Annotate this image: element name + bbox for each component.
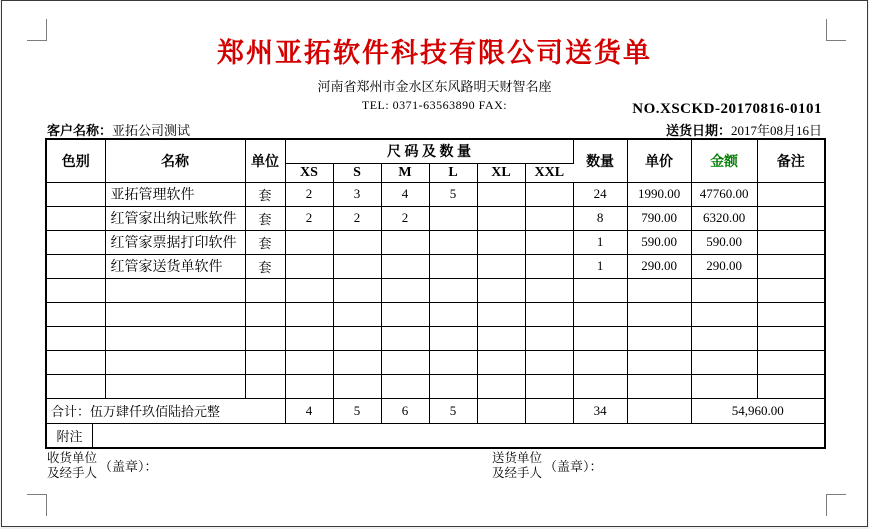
cell-size-m — [381, 278, 429, 302]
total-row — [47, 398, 824, 423]
cell-size-xs: 2 — [285, 182, 333, 206]
col-header-color: 色别 — [47, 140, 105, 182]
cell-size-xxl — [525, 326, 573, 350]
cell-unit: 套 — [245, 182, 285, 206]
cell-unit — [245, 326, 285, 350]
col-header-size-xxl: XXL — [525, 163, 573, 182]
cell-amount — [691, 278, 757, 302]
col-header-size-qty: 尺 码 及 数 量 — [285, 140, 573, 163]
cell-size-s: 2 — [333, 206, 381, 230]
cell-size-xl — [477, 278, 525, 302]
cell-amount: 590.00 — [691, 230, 757, 254]
cell-qty — [573, 278, 627, 302]
cell-size-xxl — [525, 230, 573, 254]
cell-unit — [245, 302, 285, 326]
cell-amount: 47760.00 — [691, 182, 757, 206]
cell-remark — [757, 182, 824, 206]
cell-size-s: 3 — [333, 182, 381, 206]
cell-size-l: 5 — [429, 182, 477, 206]
cell-size-xxl — [525, 182, 573, 206]
cell-price: 290.00 — [627, 254, 691, 278]
cell-size-xxl — [525, 374, 573, 398]
cell-price — [627, 350, 691, 374]
cell-remark — [757, 350, 824, 374]
cell-qty: 8 — [573, 206, 627, 230]
info-line — [47, 120, 822, 139]
cell-color — [47, 326, 105, 350]
cell-color — [47, 374, 105, 398]
cell-size-xl — [477, 374, 525, 398]
delivery-date-field — [666, 120, 822, 139]
cell-qty: 24 — [573, 182, 627, 206]
table-row — [47, 326, 824, 350]
receiver-handler-label: 及经手人 — [47, 465, 98, 480]
total-amount: 54,960.00 — [731, 402, 784, 418]
cell-price — [627, 374, 691, 398]
cell-unit: 套 — [245, 206, 285, 230]
col-header-remark: 备注 — [757, 140, 824, 182]
sender-signature-block — [492, 451, 603, 481]
table-row — [47, 206, 824, 230]
cell-size-l — [429, 326, 477, 350]
delivery-date-label: 送货日期： — [665, 123, 731, 138]
cell-size-m — [381, 350, 429, 374]
table-row — [47, 350, 824, 374]
cell-name — [105, 350, 245, 374]
cell-unit — [245, 374, 285, 398]
cell-color — [47, 230, 105, 254]
col-header-size-xs: XS — [285, 163, 333, 182]
cell-unit — [245, 278, 285, 302]
cell-size-xxl — [525, 254, 573, 278]
table-row — [47, 374, 824, 398]
cell-size-xxl — [525, 278, 573, 302]
cell-qty — [573, 302, 627, 326]
total-qty: 34 — [573, 398, 627, 423]
customer-field — [47, 120, 190, 139]
cell-size-xs — [285, 278, 333, 302]
cell-price: 790.00 — [627, 206, 691, 230]
cell-remark — [757, 230, 824, 254]
cell-remark — [757, 254, 824, 278]
col-header-size-s: S — [333, 163, 381, 182]
col-header-size-m: M — [381, 163, 429, 182]
total-size-xl — [477, 398, 525, 423]
cell-size-xs: 2 — [285, 206, 333, 230]
delivery-table — [45, 138, 826, 449]
note-row — [47, 423, 824, 447]
delivery-date-value: 2017年08月16日 — [730, 123, 822, 138]
col-header-size-l: L — [429, 163, 477, 182]
cell-size-l — [429, 254, 477, 278]
cell-size-xs — [285, 374, 333, 398]
col-header-qty: 数量 — [573, 140, 627, 182]
cell-qty: 1 — [573, 254, 627, 278]
cell-size-m: 2 — [381, 206, 429, 230]
page-title: 郑州亚拓软件科技有限公司送货单 — [217, 38, 652, 68]
table-body — [47, 182, 824, 398]
customer-label: 客户名称： — [47, 123, 113, 138]
cell-size-s — [333, 254, 381, 278]
cell-color — [47, 278, 105, 302]
cell-size-s — [333, 302, 381, 326]
cell-price — [627, 278, 691, 302]
cell-size-l — [429, 350, 477, 374]
cell-size-s — [333, 230, 381, 254]
cell-size-l — [429, 302, 477, 326]
cell-unit: 套 — [245, 254, 285, 278]
cell-color — [47, 182, 105, 206]
col-header-price: 单价 — [627, 140, 691, 182]
cell-size-l — [429, 374, 477, 398]
cell-name — [105, 278, 245, 302]
sender-seal-label: （盖章）： — [544, 459, 603, 475]
cell-size-xxl — [525, 350, 573, 374]
cell-size-xs — [285, 350, 333, 374]
cell-name: 亚拓管理软件 — [105, 182, 245, 206]
cell-remark — [757, 206, 824, 230]
cell-size-xl — [477, 302, 525, 326]
cell-name: 红管家票据打印软件 — [105, 230, 245, 254]
cell-size-s — [333, 326, 381, 350]
cell-size-m: 4 — [381, 182, 429, 206]
cell-size-l — [429, 206, 477, 230]
table-row — [47, 182, 824, 206]
cell-size-xs — [285, 326, 333, 350]
cell-size-s — [333, 374, 381, 398]
sender-unit-label: 送货单位 — [492, 451, 543, 465]
col-header-name: 名称 — [105, 140, 245, 182]
cell-size-xl — [477, 230, 525, 254]
cell-size-xl — [477, 326, 525, 350]
cell-size-m — [381, 230, 429, 254]
cell-amount — [691, 326, 757, 350]
total-price — [627, 398, 691, 423]
cell-remark — [757, 374, 824, 398]
cell-size-s — [333, 278, 381, 302]
col-header-size-xl: XL — [477, 163, 525, 182]
cell-name: 红管家送货单软件 — [105, 254, 245, 278]
receiver-signature-block — [47, 451, 158, 481]
print-corner-mark-bottom-right — [826, 494, 846, 516]
receiver-unit-label: 收货单位 — [47, 451, 98, 465]
cell-size-m — [381, 302, 429, 326]
cell-amount — [691, 350, 757, 374]
tel-fax-line: TEL: 0371-63563890 FAX: — [361, 98, 508, 112]
cell-remark — [757, 278, 824, 302]
cell-color — [47, 254, 105, 278]
delivery-note-page — [1, 0, 868, 527]
cell-size-xs — [285, 230, 333, 254]
cell-size-xl — [477, 182, 525, 206]
cell-color — [47, 206, 105, 230]
cell-qty — [573, 350, 627, 374]
total-size-l: 5 — [429, 398, 477, 423]
cell-size-xxl — [525, 302, 573, 326]
cell-amount: 290.00 — [691, 254, 757, 278]
cell-qty: 1 — [573, 230, 627, 254]
cell-size-m — [381, 326, 429, 350]
cell-color — [47, 302, 105, 326]
print-corner-mark-bottom-left — [27, 494, 47, 516]
cell-color — [47, 350, 105, 374]
cell-name — [105, 374, 245, 398]
table-row — [47, 254, 824, 278]
cell-remark — [757, 302, 824, 326]
cell-size-xs — [285, 254, 333, 278]
cell-size-xxl — [525, 206, 573, 230]
cell-size-xs — [285, 302, 333, 326]
cell-amount — [691, 374, 757, 398]
note-label: 附注 — [47, 424, 93, 447]
cell-size-xl — [477, 350, 525, 374]
table-row — [47, 278, 824, 302]
cell-size-xl — [477, 206, 525, 230]
total-size-xs: 4 — [285, 398, 333, 423]
total-size-s: 5 — [333, 398, 381, 423]
cell-name — [105, 302, 245, 326]
cell-size-s — [333, 350, 381, 374]
col-header-amount: 金额 — [691, 140, 757, 182]
total-label: 合计：伍万肆仟玖佰陆拾元整 — [47, 398, 285, 423]
customer-name: 亚拓公司测试 — [112, 123, 191, 138]
total-size-xxl — [525, 398, 573, 423]
receiver-seal-label: （盖章）： — [99, 459, 158, 475]
cell-qty — [573, 374, 627, 398]
cell-amount — [691, 302, 757, 326]
total-size-m: 6 — [381, 398, 429, 423]
cell-price: 1990.00 — [627, 182, 691, 206]
table-row — [47, 230, 824, 254]
col-header-unit: 单位 — [245, 140, 285, 182]
cell-remark — [757, 326, 824, 350]
cell-price: 590.00 — [627, 230, 691, 254]
company-address: 河南省郑州市金水区东风路明天财智名座 — [317, 79, 552, 94]
cell-qty — [573, 326, 627, 350]
cell-name: 红管家出纳记账软件 — [105, 206, 245, 230]
cell-size-l — [429, 230, 477, 254]
cell-price — [627, 326, 691, 350]
sender-handler-label: 及经手人 — [492, 465, 543, 480]
cell-name — [105, 326, 245, 350]
document-number: NO.XSCKD-20170816-0101 — [632, 101, 822, 117]
cell-size-l — [429, 278, 477, 302]
cell-unit — [245, 350, 285, 374]
cell-size-xl — [477, 254, 525, 278]
table-row — [47, 302, 824, 326]
cell-amount: 6320.00 — [691, 206, 757, 230]
cell-unit: 套 — [245, 230, 285, 254]
cell-price — [627, 302, 691, 326]
cell-size-m — [381, 254, 429, 278]
cell-size-m — [381, 374, 429, 398]
table-header — [47, 140, 824, 182]
